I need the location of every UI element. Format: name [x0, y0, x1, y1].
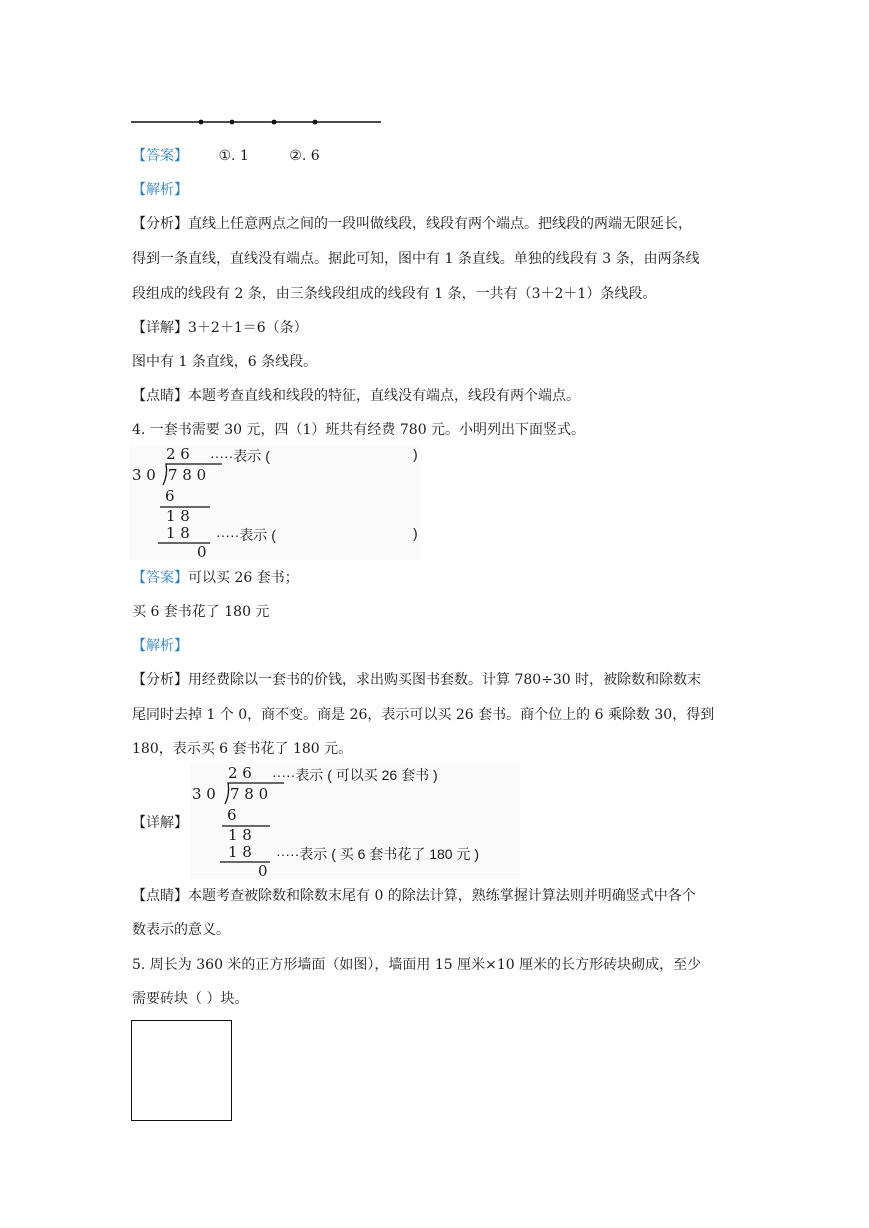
label-bottom: ·····表示 ( — [216, 527, 276, 543]
label-top: ·····表示 ( — [210, 448, 270, 464]
step-2: 1 8 — [228, 826, 252, 844]
label-bottom-close: ) — [413, 525, 418, 541]
point-c — [272, 120, 277, 125]
rule-2 — [158, 542, 218, 546]
fenxi-tag: 【分析】 — [132, 216, 188, 232]
point-b — [230, 120, 235, 125]
q3-analysis-tag: 【解析】 — [132, 182, 188, 198]
line-segment-figure — [131, 117, 391, 127]
q3-fenxi-1 — [132, 214, 692, 234]
q3-fenxi-2: 得到一条直线，直线没有端点。据此可知，图中有 1 条直线。单独的线段有 3 条，由两条线 — [132, 251, 700, 267]
dianjing-text: 本题考查直线和线段的特征，直线没有端点，线段有两个端点。 — [188, 388, 580, 404]
step-2: 1 8 — [166, 507, 190, 525]
label-bottom: ·····表示 ( 买 6 套书花了 180 元 ) — [276, 846, 480, 862]
q4-fenxi-2: 尾同时去掉 1 个 0，商不变。商是 26，表示可以买 26 套书。商个位上的 6 乘除数 30，得到 — [132, 707, 715, 723]
q4-answer-2: 买 6 套书花了 180 元 — [132, 604, 270, 620]
dianjing-text: 本题考查被除数和除数末尾有 0 的除法计算，熟练掌握计算法则并明确竖式中各个 — [188, 888, 696, 904]
division-bracket — [130, 445, 230, 475]
q4-xiangjie-tag: 【详解】 — [132, 815, 188, 831]
step-3: 1 8 — [166, 524, 190, 542]
quotient: 2 6 — [166, 445, 190, 463]
answer-2: ②. 6 — [289, 148, 320, 164]
answer-text-1: 可以买 26 套书； — [188, 570, 299, 586]
q4-answer — [132, 568, 299, 588]
answer-1: ①. 1 — [218, 148, 249, 164]
answer-tag: 【答案】 — [132, 570, 188, 586]
q3-xiangjie — [132, 318, 308, 338]
division-bracket — [190, 764, 290, 794]
q4-question: 4. 一套书需要 30 元，四（1）班共有经费 780 元。小明列出下面竖式。 — [132, 422, 586, 438]
step-1: 6 — [165, 487, 175, 505]
xiangjie-tag: 【详解】 — [132, 320, 188, 336]
divisor: 3 0 — [192, 785, 216, 803]
q4-dianjing — [132, 886, 696, 906]
label-top: ·····表示 ( 可以买 26 套书 ) — [272, 767, 438, 783]
quotient: 2 6 — [228, 764, 252, 782]
xiangjie-text: 3＋2＋1＝6（条） — [188, 320, 308, 336]
step-1: 6 — [227, 806, 237, 824]
fenxi-tag: 【分析】 — [132, 672, 188, 688]
division-figure — [130, 445, 420, 560]
step-3: 1 8 — [228, 843, 252, 861]
remainder: 0 — [258, 862, 268, 880]
fenxi-text-1: 直线上任意两点之间的一段叫做线段，线段有两个端点。把线段的两端无限延长， — [188, 216, 692, 232]
q4-analysis-tag: 【解析】 — [132, 638, 188, 654]
q5-question-1: 5. 周长为 360 米的正方形墙面（如图），墙面用 15 厘米×10 厘米的长方形砖块砌成，至少 — [132, 957, 702, 973]
answer-tag: 【答案】 — [132, 148, 188, 164]
rule-2 — [220, 861, 280, 865]
dividend: 7 8 0 — [168, 466, 207, 484]
q3-dianjing — [132, 386, 580, 406]
q3-fenxi-3: 段组成的线段有 2 条，由三条线段组成的线段有 1 条，一共有（3＋2＋1）条线段。 — [132, 286, 657, 302]
point-a — [199, 120, 204, 125]
q4-fenxi-1 — [132, 670, 701, 690]
q3-xiangjie-2: 图中有 1 条直线，6 条线段。 — [132, 354, 318, 370]
dianjing-tag: 【点睛】 — [132, 888, 188, 904]
q4-fenxi-3: 180，表示买 6 套书花了 180 元。 — [132, 741, 353, 757]
q5-question-2: 需要砖块（ ）块。 — [132, 991, 249, 1007]
fenxi-text-1: 用经费除以一套书的价钱，求出购买图书套数。计算 780÷30 时，被除数和除数末 — [188, 672, 702, 688]
label-top-close: ) — [413, 446, 418, 462]
dianjing-tag: 【点睛】 — [132, 388, 188, 404]
divisor: 3 0 — [132, 466, 156, 484]
division-figure-detail — [190, 764, 520, 879]
dividend: 7 8 0 — [230, 785, 269, 803]
square-wall-figure — [131, 1020, 232, 1121]
point-d — [313, 120, 318, 125]
remainder: 0 — [197, 543, 207, 561]
q4-dianjing-2: 数表示的意义。 — [132, 922, 230, 938]
q3-answer — [132, 146, 320, 166]
